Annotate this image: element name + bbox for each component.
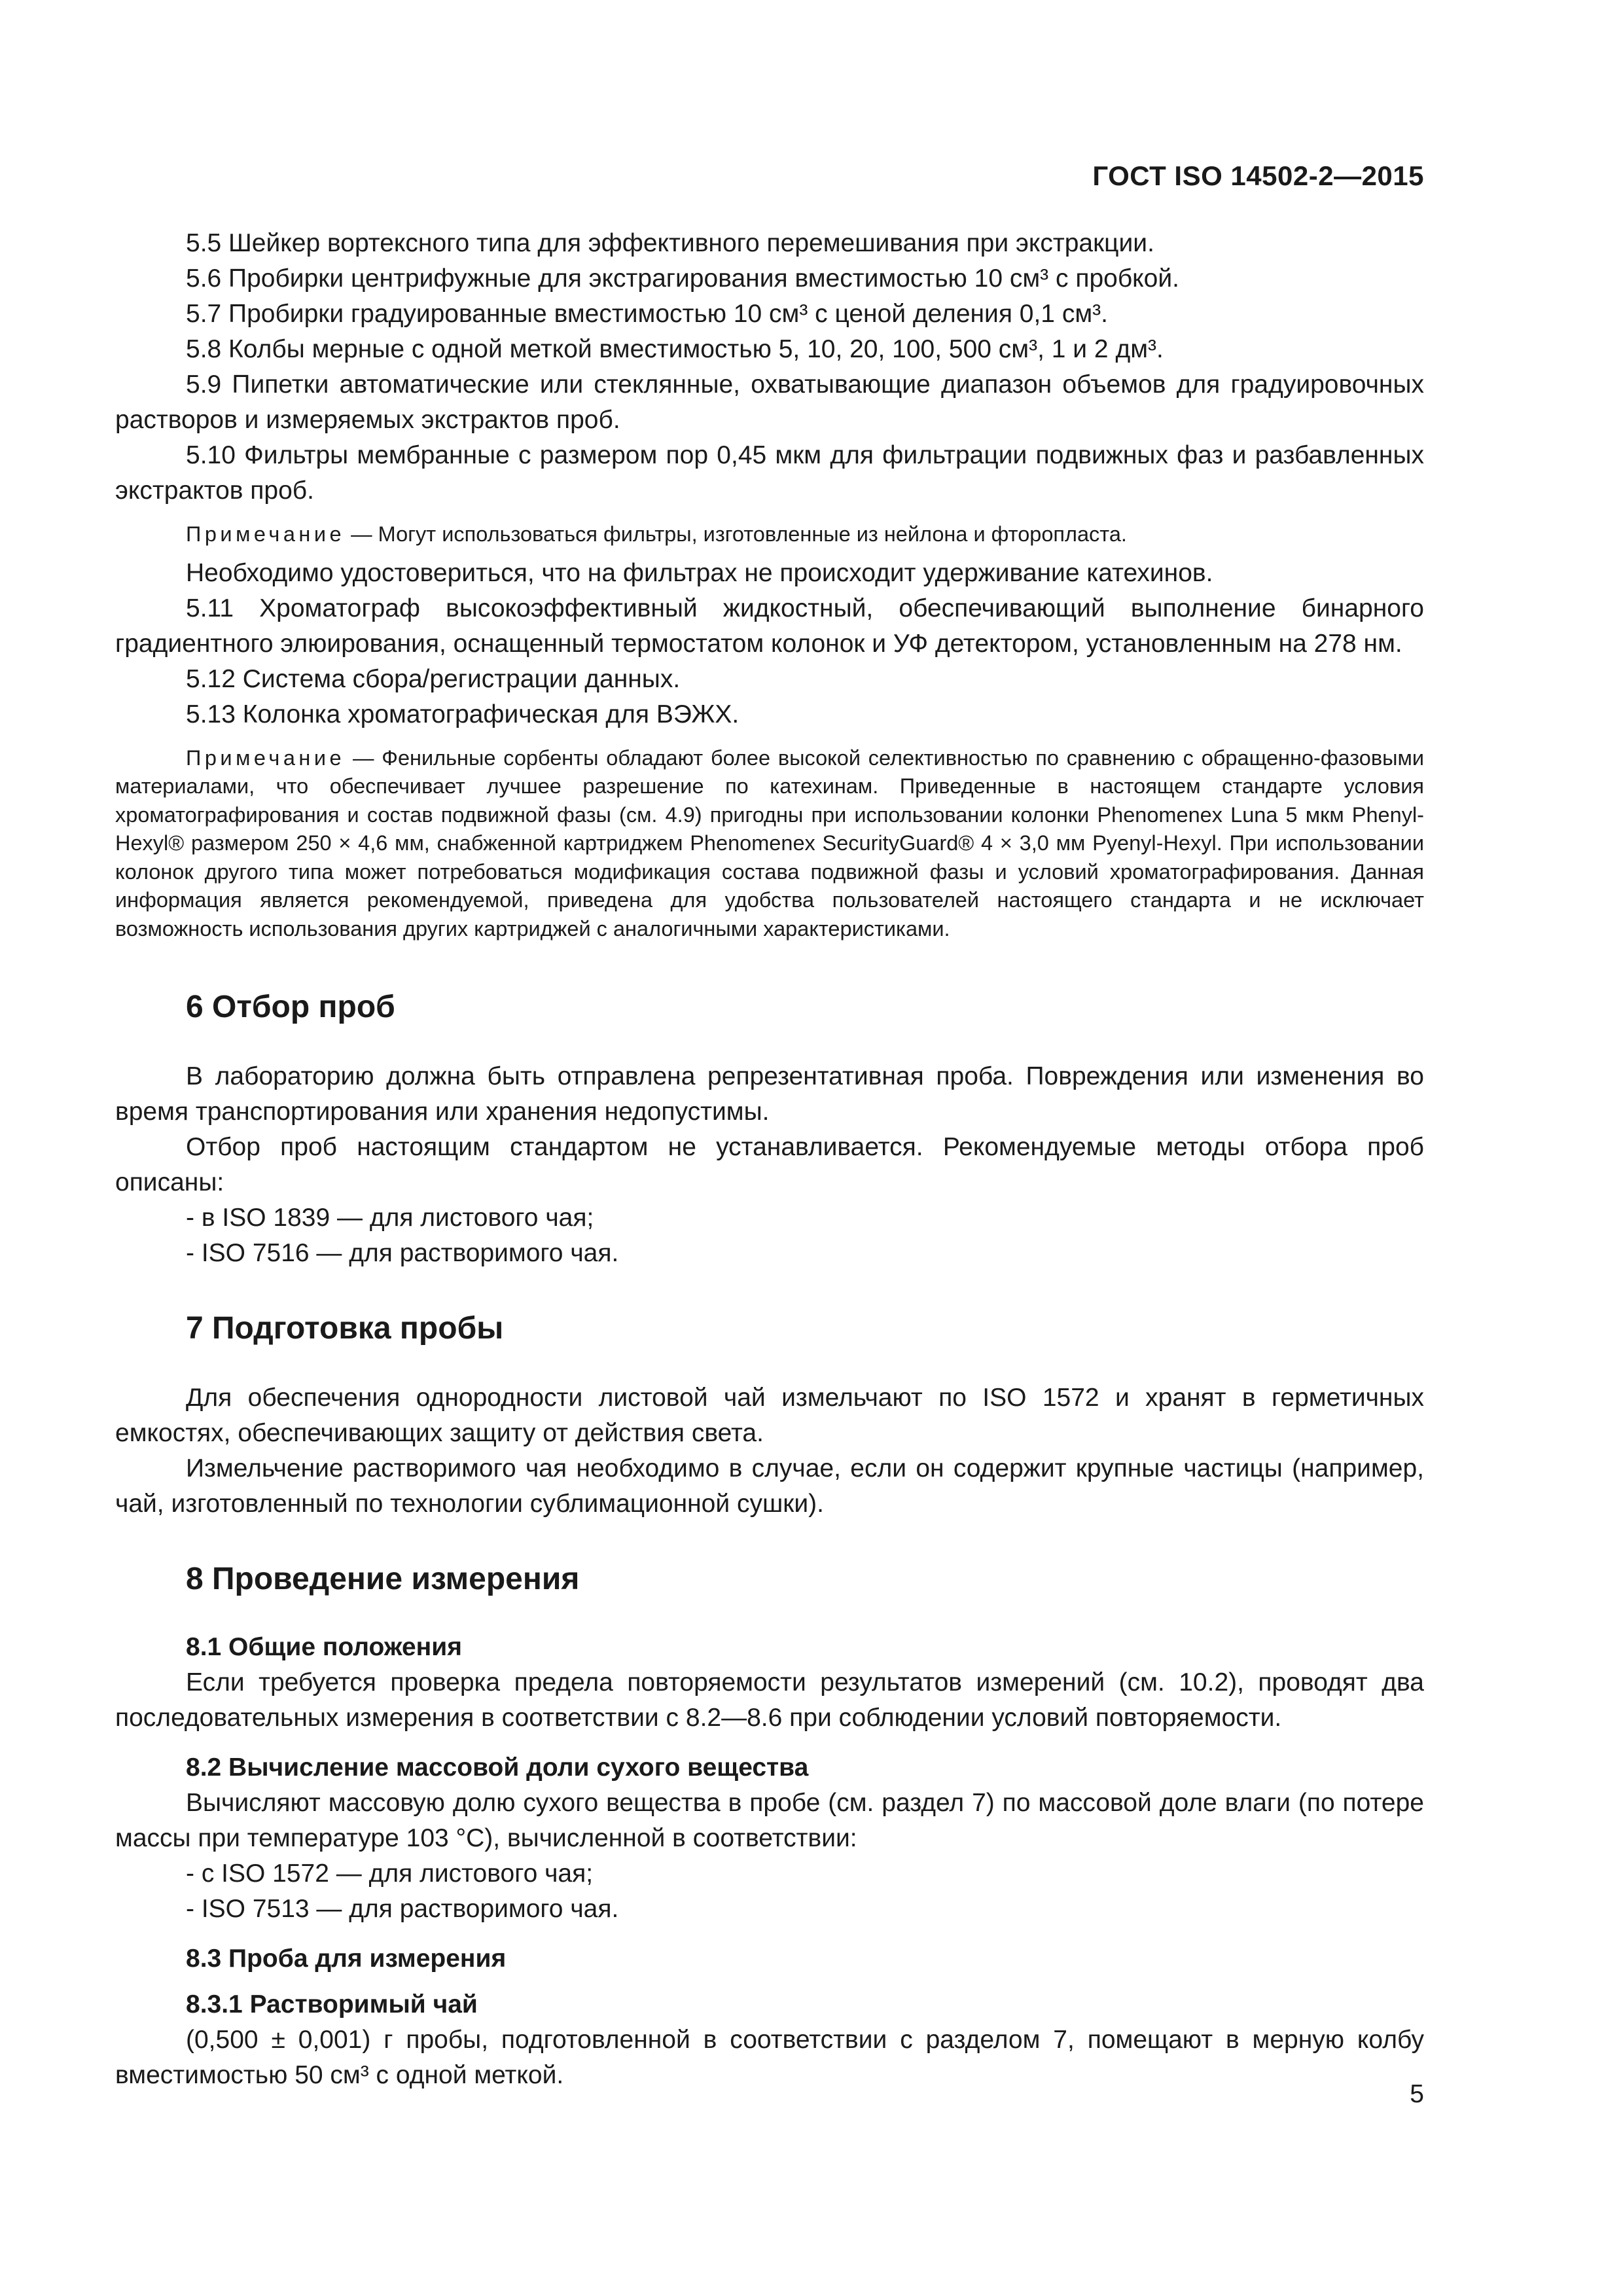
subsection-title-8-3: 8.3 Проба для измерения	[186, 1945, 507, 1973]
list-item: - в ISO 1839 — для листового чая;	[186, 1204, 594, 1232]
paragraph: В лабораторию должна быть отправлена репрезентативная проба. Повреждения или изменения во время транспортирования или хранения недопустимы.	[115, 1062, 1424, 1126]
list-item-5-8: 5.8 Колбы мерные с одной меткой вместимостью 5, 10, 20, 100, 500 см³, 1 и 2 дм³.	[186, 335, 1164, 363]
list-item-5-11: 5.11 Хроматограф высокоэффективный жидкостный, обеспечивающий выполнение бинарного градиентного элюирования, оснащенный термостатом колонок и УФ детектором, установленным на 278 нм.	[115, 594, 1424, 658]
paragraph: Измельчение растворимого чая необходимо в случае, если он содержит крупные частицы (например, чай, изготовленный по технологии сублимационной сушки).	[115, 1454, 1424, 1518]
list-item-5-12: 5.12 Система сбора/регистрации данных.	[186, 664, 681, 693]
note-filters	[115, 520, 1424, 549]
paragraph: Если требуется проверка предела повторяемости результатов измерений (см. 10.2), проводят два последовательных измерения в соответствии с 8.2—8.6 при соблюдении условий повторяемости.	[115, 1668, 1424, 1732]
page-number: 5	[1410, 2080, 1424, 2108]
document-code-header: ГОСТ ISO 14502-2—2015	[1092, 160, 1424, 191]
list-item-5-13: 5.13 Колонка хроматографическая для ВЭЖХ.	[186, 700, 740, 728]
list-item-5-7: 5.7 Пробирки градуированные вместимостью 10 см³ с ценой деления 0,1 см³.	[186, 300, 1108, 328]
note-label: Примечание	[186, 745, 346, 770]
list-item: - ISO 7513 — для растворимого чая.	[186, 1895, 619, 1923]
paragraph: Отбор проб настоящим стандартом не устанавливается. Рекомендуемые методы отбора проб описаны:	[115, 1133, 1424, 1196]
page-content	[115, 226, 1424, 2093]
note-text: — Могут использоваться фильтры, изготовленные из нейлона и фторопласта.	[351, 522, 1127, 546]
section-title-8: 8 Проведение измерения	[186, 1562, 580, 1596]
list-item-5-10: 5.10 Фильтры мембранные с размером пор 0,45 мкм для фильтрации подвижных фаз и разбавленных экстрактов проб.	[115, 441, 1424, 505]
paragraph: Для обеспечения однородности листовой чай измельчают по ISO 1572 и хранят в герметичных емкостях, обеспечивающих защиту от действия света.	[115, 1384, 1424, 1447]
paragraph-filters-check: Необходимо удостовериться, что на фильтрах не происходит удерживание катехинов.	[186, 558, 1213, 587]
list-item-5-5: 5.5 Шейкер вортексного типа для эффективного перемешивания при экстракции.	[186, 229, 1154, 257]
list-item-5-6: 5.6 Пробирки центрифужные для экстрагирования вместимостью 10 см³ с пробкой.	[186, 264, 1179, 293]
paragraph: Вычисляют массовую долю сухого вещества в пробе (см. раздел 7) по массовой доле влаги (по потере массы при температуре 103 °С), вычисленной в соответствии:	[115, 1789, 1424, 1852]
note-label: Примечание	[186, 522, 346, 546]
subsection-title-8-3-1: 8.3.1 Растворимый чай	[186, 1990, 478, 2018]
list-item: - ISO 7516 — для растворимого чая.	[186, 1239, 619, 1267]
list-item-5-9: 5.9 Пипетки автоматические или стеклянные, охватывающие диапазон объемов для градуировочных растворов и измеряемых экстрактов проб.	[115, 370, 1424, 434]
subsection-title-8-2: 8.2 Вычисление массовой доли сухого вещества	[186, 1753, 809, 1782]
paragraph: (0,500 ± 0,001) г пробы, подготовленной в соответствии с разделом 7, помещают в мерную колбу вместимостью 50 см³ с одной меткой.	[115, 2026, 1424, 2089]
list-item: - с ISO 1572 — для листового чая;	[186, 1859, 594, 1888]
note-phenyl-sorbents	[115, 744, 1424, 944]
section-title-6: 6 Отбор проб	[186, 990, 395, 1024]
subsection-title-8-1: 8.1 Общие положения	[186, 1633, 462, 1661]
note-text: — Фенильные сорбенты обладают более высокой селективностью по сравнению с обращенно-фазовыми материалами, что обеспечивает лучшее разрешение по катехинам. Приведенные в настоящем стандарте условия хроматографирования и состав подвижной фазы (см. 4.9) пригодны при использовании колонки Phenomenex Luna 5 мкм Phenyl-Hexyl® размером 250 × 4,6 мм, снабженной картриджем Phenomenex SecurityGuard® 4 × 3,0 мм Pyenyl-Hexyl. При использовании колонок другого типа может потребоваться модификация состава подвижной фазы и условий хроматографирования. Данная информация является рекомендуемой, приведена для удобства пользователей настоящего стандарта и не исключает возможность использования других картриджей с аналогичными характеристиками.	[115, 745, 1424, 941]
section-title-7: 7 Подготовка пробы	[186, 1311, 504, 1346]
